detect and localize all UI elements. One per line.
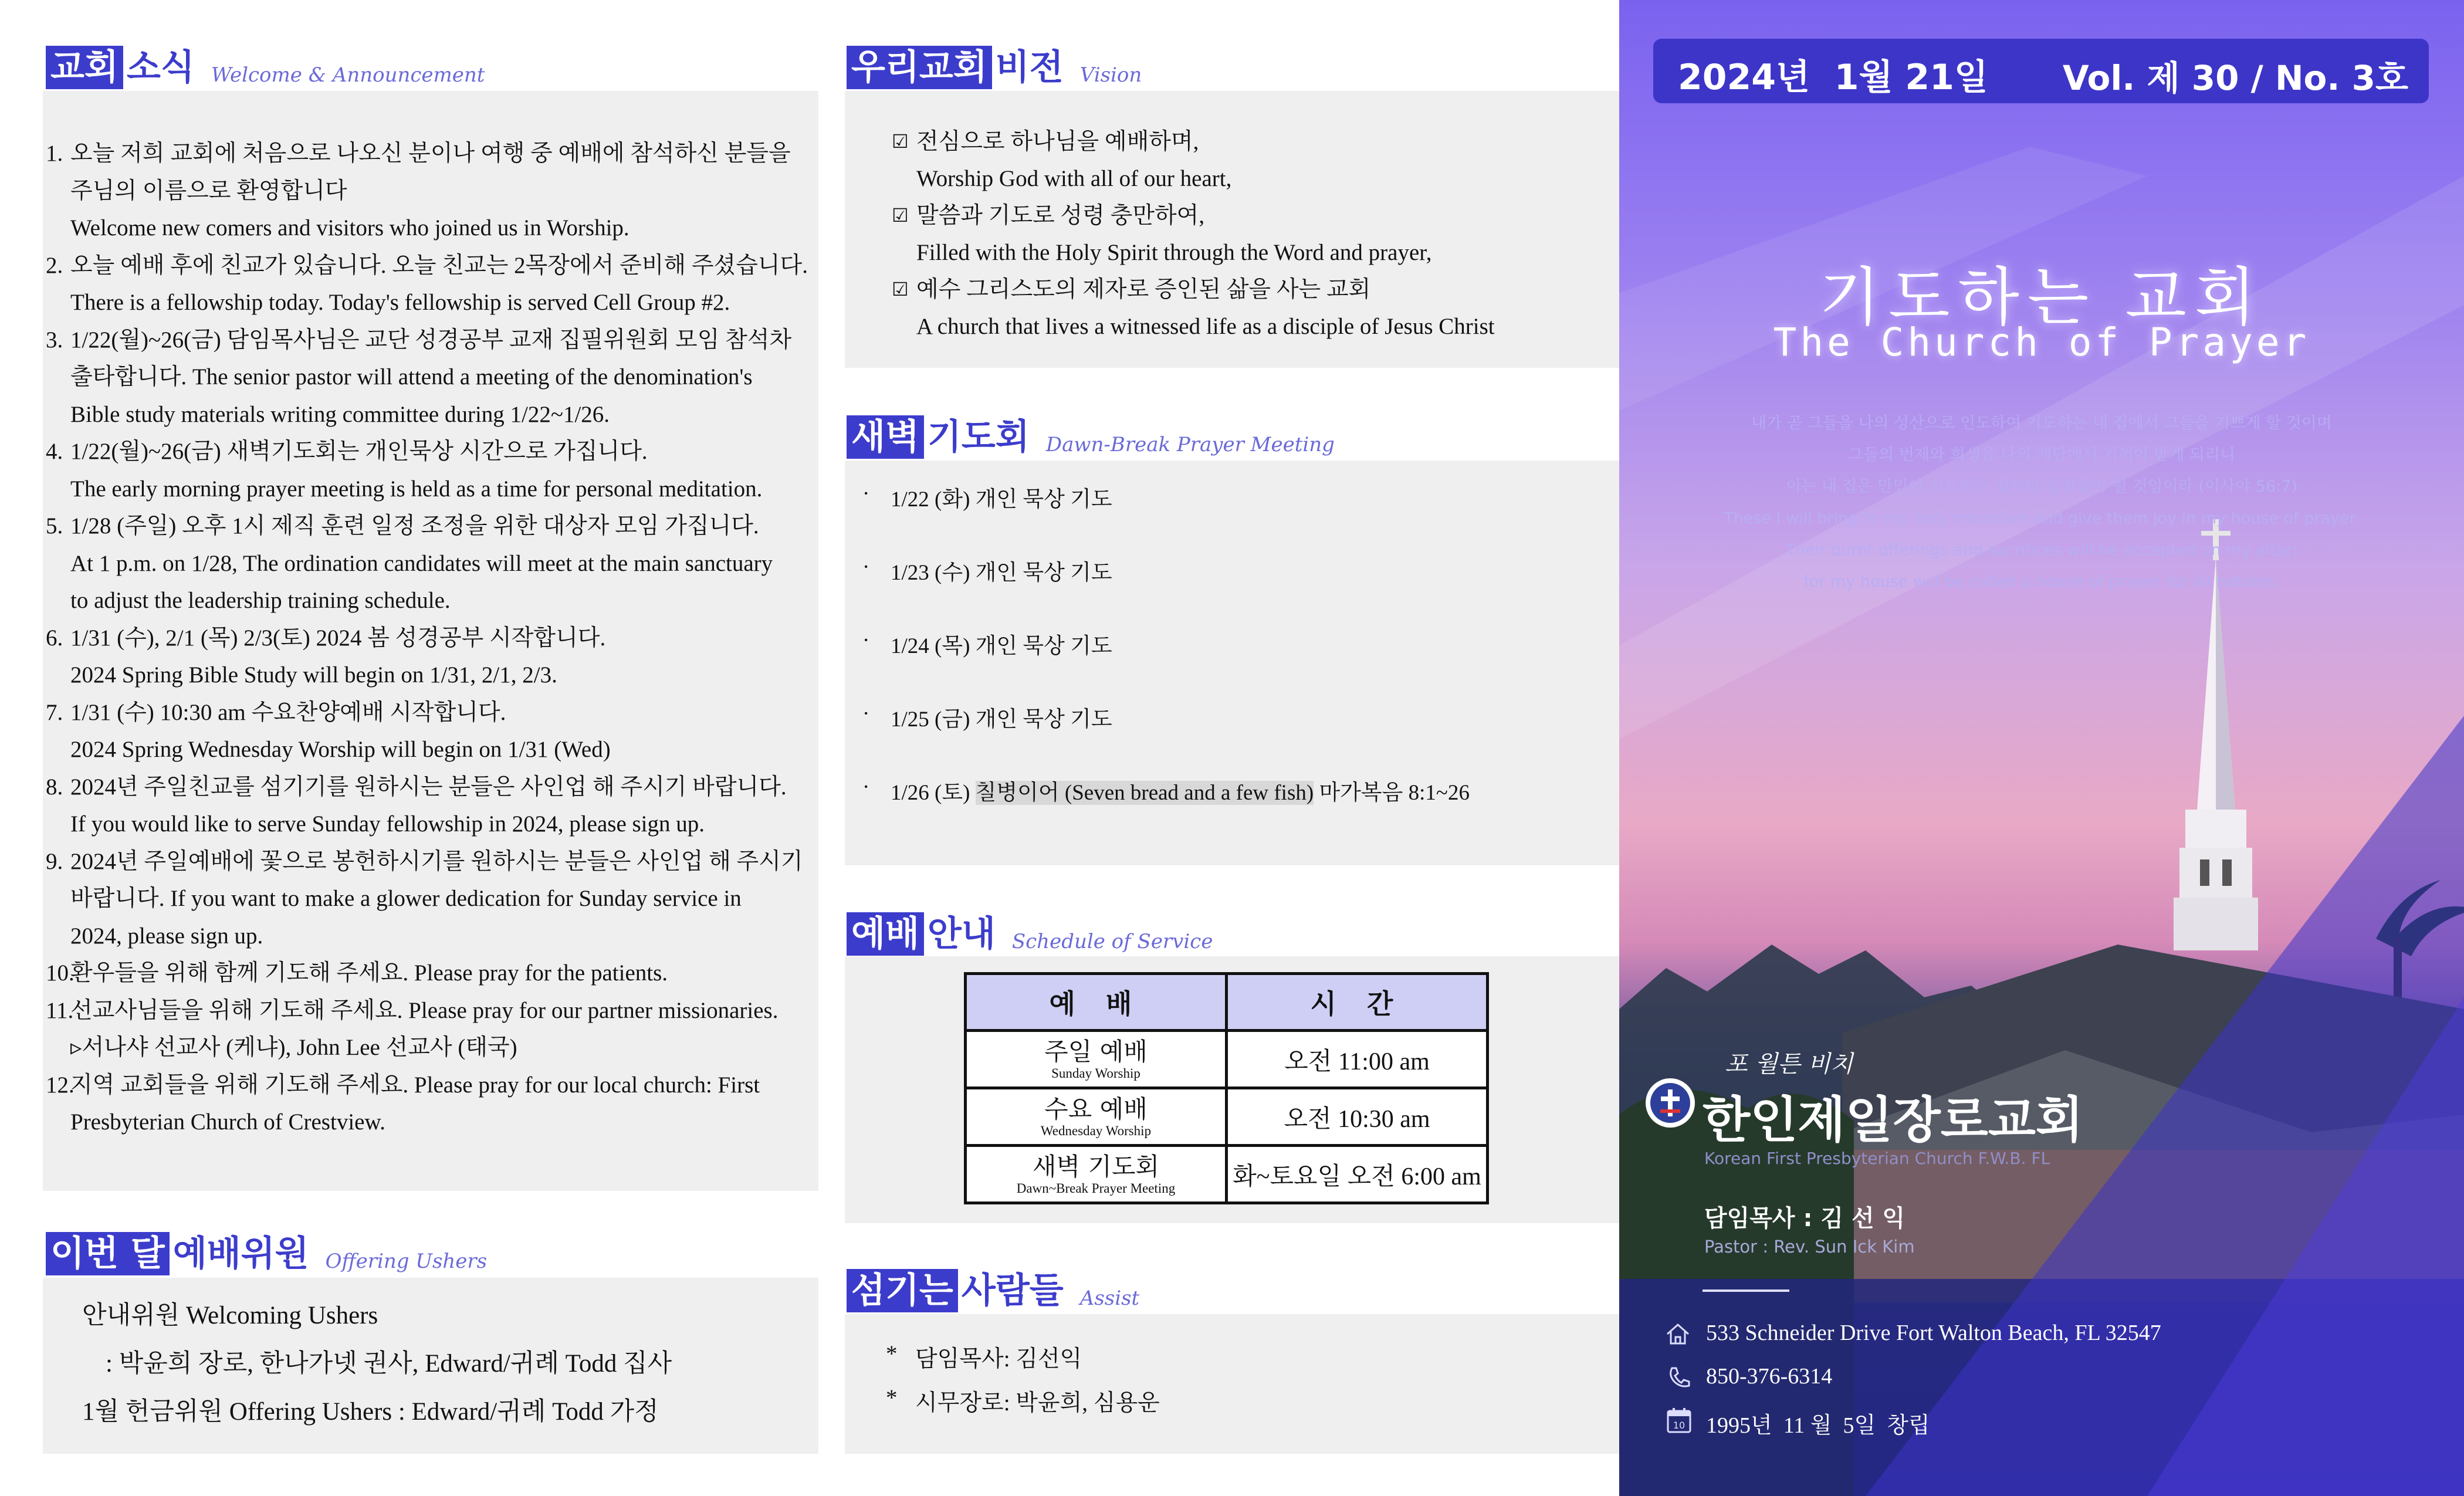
- verse-line: 그들의 번제와 희생을 나의 제단에서 기꺼이 받게 되리니: [1848, 446, 2235, 464]
- announcement-item: [46, 135, 820, 247]
- heading-text: 사람들: [961, 1270, 1064, 1311]
- vision-text-ko: 전심으로 하나님을 예배하며,: [916, 129, 1199, 154]
- church-name-en: Korean First Presbyterian Church F.W.B. FL: [1704, 1149, 2050, 1168]
- announcement-line: 주님의 이름으로 환영합니다: [70, 178, 347, 204]
- ushers-heading: [46, 1232, 487, 1275]
- schedule-col-header: 예 배: [966, 974, 1227, 1031]
- announcement-line: If you would like to serve Sunday fellowship in 2024, please sign up.: [70, 811, 705, 837]
- cover-date: 2024년 1월 21일: [1678, 57, 1988, 98]
- announcement-item: [46, 843, 820, 955]
- table-row: [966, 1146, 1488, 1203]
- vision-text-ko: 예수 그리스도의 제자로 증인된 삶을 사는 교회: [916, 277, 1371, 302]
- pastor-ko: 담임목사 : 김 선 익: [1704, 1205, 1905, 1232]
- announcement-line: 출타합니다. The senior pastor will attend a meeting of the denomination's: [70, 364, 753, 390]
- service-time: 오전 10:30 am: [1284, 1105, 1430, 1133]
- asterisk-icon: *: [886, 1341, 898, 1366]
- announcement-number: 4.: [46, 439, 63, 464]
- announcement-line: 오늘 예배 후에 친교가 있습니다. 오늘 친교는 2목장에서 준비해 주셨습니다.: [70, 252, 808, 278]
- ushers-list: [82, 1295, 672, 1440]
- announcement-number: 7.: [46, 699, 63, 725]
- list-item: [886, 1385, 1160, 1429]
- announcement-line: At 1 p.m. on 1/28, The ordination candidates will meet at the main sanctuary: [70, 550, 773, 576]
- heading-sub: Offering Ushers: [325, 1250, 488, 1273]
- announcement-line: 1/22(월)~26(금) 담임목사님은 교단 성경공부 교재 집필위원회 모임 참석차: [70, 327, 792, 353]
- assist-text: 담임목사: 김선익: [915, 1346, 1082, 1372]
- announcement-line: There is a fellowship today. Today's fellowship is served Cell Group #2.: [70, 290, 730, 315]
- announcement-item: [46, 433, 820, 507]
- table-row: [966, 1088, 1488, 1146]
- dawn-text-post: 마가복음 8:1~26: [1314, 781, 1470, 805]
- pastor-en: Pastor : Rev. Sun Ick Kim: [1704, 1237, 1915, 1257]
- announcement-item: [46, 769, 820, 843]
- list-item: [862, 628, 1470, 701]
- cover-background-art: [1619, 0, 2464, 1496]
- list-item: [862, 774, 1470, 848]
- heading-box: 이번 달: [46, 1232, 170, 1275]
- announcement-line: 1/31 (수), 2/1 (목) 2/3(토) 2024 봄 성경공부 시작합니다.: [70, 625, 606, 651]
- dawn-text-hl: 칠병이어 (Seven bread and a few fish): [975, 781, 1314, 805]
- service-name: 수요 예배: [1044, 1094, 1148, 1123]
- announcement-line: ▹서나샤 선교사 (케냐), John Lee 선교사 (태국): [70, 1035, 517, 1060]
- assist-text: 시무장로: 박윤희, 심용운: [915, 1390, 1160, 1416]
- vision-list: [892, 123, 1495, 345]
- cover-title-ko: 기도하는 교회: [1819, 261, 2265, 334]
- schedule-table: [964, 972, 1489, 1204]
- service-name-en: Wednesday Worship: [1040, 1123, 1152, 1138]
- announcement-item: [46, 507, 820, 620]
- schedule-heading: [847, 912, 1213, 956]
- ushers-line: 안내위원 Welcoming Ushers: [82, 1302, 378, 1329]
- announcement-line: 2024, please sign up.: [70, 923, 263, 949]
- service-name: 주일 예배: [1044, 1037, 1148, 1066]
- announcement-line: 2024 Spring Wednesday Worship will begin on 1/31 (Wed): [70, 737, 611, 762]
- announcement-number: 3.: [46, 327, 63, 353]
- heading-sub: Schedule of Service: [1011, 930, 1213, 953]
- bullet-icon: ·: [862, 775, 870, 799]
- announcement-line: Bible study materials writing committee during 1/22~1/26.: [70, 401, 610, 427]
- verse-line: for my house will be called a house of prayer for all nations.: [1803, 573, 2280, 591]
- asterisk-icon: *: [886, 1385, 898, 1410]
- announcements-list: [46, 135, 820, 1141]
- announcement-line: 1/31 (수) 10:30 am 수요찬양예배 시작합니다.: [70, 699, 506, 725]
- heading-text: 기도회: [927, 417, 1030, 458]
- dawn-text: 1/23 (수) 개인 묵상 기도: [891, 561, 1112, 585]
- announcement-number: 1.: [46, 141, 63, 166]
- assist-list: [886, 1341, 1160, 1429]
- checkbox-icon: ☑: [892, 278, 909, 300]
- announcement-number: 8.: [46, 774, 63, 800]
- heading-box: 교회: [46, 46, 123, 89]
- announcement-item: [46, 1067, 820, 1141]
- heading-sub: Vision: [1079, 63, 1142, 87]
- announcement-line: 바랍니다. If you want to make a glower dedication for Sunday service in: [70, 886, 742, 911]
- announcements-heading: [46, 46, 485, 89]
- announcement-item: [46, 321, 820, 434]
- announcement-number: 5.: [46, 513, 63, 539]
- announcement-line: Welcome new comers and visitors who joined us in Worship.: [70, 215, 629, 241]
- location-script: 포 월튼 비치: [1725, 1051, 1853, 1078]
- cover-volume: Vol. 제 30 / No. 3호: [2062, 58, 2408, 98]
- vision-heading: [847, 46, 1142, 89]
- bullet-icon: ·: [862, 482, 870, 506]
- heading-text: 예배위원: [172, 1233, 309, 1274]
- heading-sub: Welcome & Announcement: [211, 63, 485, 87]
- calendar-day: 10: [1673, 1420, 1685, 1431]
- announcement-line: The early morning prayer meeting is held as a time for personal meditation.: [70, 476, 763, 502]
- cover-verse: [1619, 408, 2464, 598]
- announcement-number: 9.: [46, 848, 63, 874]
- cover-panel: [1619, 0, 2464, 1496]
- church-logo: [1644, 1077, 1697, 1129]
- announcement-number: 10.: [46, 960, 75, 986]
- announcement-line: Presbyterian Church of Crestview.: [70, 1109, 385, 1135]
- verse-line: Their burnt offerings and sacrifices will be accepted on my altar;: [1785, 541, 2298, 559]
- assist-heading: [847, 1269, 1139, 1312]
- home-icon: [1665, 1321, 1691, 1347]
- heading-box: 우리교회: [847, 46, 992, 89]
- heading-sub: Dawn-Break Prayer Meeting: [1045, 433, 1335, 456]
- founded: 1995년 11 월 5일 창립: [1706, 1413, 1930, 1438]
- phone-icon: [1666, 1365, 1692, 1390]
- dawn-list: [862, 481, 1470, 848]
- announcement-item: [46, 992, 820, 1067]
- announcement-line: 1/28 (주일) 오후 1시 제직 훈련 일정 조정을 위한 대상자 모임 가집니다.: [70, 513, 759, 539]
- service-name: 새벽 기도회: [1032, 1152, 1160, 1181]
- verse-line: These I will bring to my holy mountain and give them joy in my house of prayer.: [1724, 509, 2360, 527]
- announcement-number: 12.: [46, 1072, 75, 1098]
- heading-box: 새벽: [847, 415, 924, 459]
- announcement-item: [46, 955, 820, 992]
- vision-item: [892, 123, 1495, 160]
- ushers-line: 1월 헌금위원 Offering Ushers : Edward/귀례 Todd 가정: [82, 1398, 659, 1426]
- vision-item: [892, 271, 1495, 308]
- phone: 850-376-6314: [1706, 1364, 1833, 1389]
- vision-text-ko: 말씀과 기도로 성령 충만하여,: [916, 203, 1205, 228]
- announcement-line: 2024년 주일친교를 섬기기를 원하시는 분들은 사인업 해 주시기 바랍니다.: [70, 774, 787, 800]
- dawn-text: 1/24 (목) 개인 묵상 기도: [891, 634, 1112, 658]
- announcement-line: to adjust the leadership training schedule.: [70, 588, 451, 613]
- vision-text-en: Filled with the Holy Spirit through the Word and prayer,: [916, 240, 1432, 265]
- dawn-text: 1/25 (금) 개인 묵상 기도: [891, 708, 1112, 732]
- heading-box: 섬기는: [847, 1269, 958, 1312]
- announcement-line: 오늘 저희 교회에 처음으로 나오신 분이나 여행 중 예배에 참석하신 분들을: [70, 141, 791, 166]
- vision-item: [892, 197, 1495, 234]
- announcement-line: 2024년 주일예배에 꽃으로 봉헌하시기를 원하시는 분들은 사인업 해 주시기: [70, 848, 803, 874]
- table-row: [966, 1031, 1488, 1088]
- address: 533 Schneider Drive Fort Walton Beach, FL 32547: [1706, 1321, 2161, 1345]
- announcement-line: 1/22(월)~26(금) 새벽기도회는 개인묵상 시간으로 가집니다.: [70, 439, 648, 464]
- calendar-icon: [1666, 1406, 1692, 1434]
- service-name-en: Dawn~Break Prayer Meeting: [1016, 1180, 1176, 1196]
- heading-sub: Assist: [1079, 1287, 1140, 1310]
- announcement-line: 지역 교회들을 위해 기도해 주세요. Please pray for our local church: First: [70, 1072, 760, 1098]
- verse-line: 이는 내 집은 만민이 기도하는 집이라 일컬음이 될 것임이라 (이사야 56:7): [1786, 478, 2297, 496]
- dawn-text: 1/22 (화) 개인 묵상 기도: [891, 488, 1112, 512]
- cover-title-en: The Church of Prayer: [1773, 320, 2310, 365]
- dawn-text-pre: 1/26 (토): [891, 781, 976, 805]
- service-time: 오전 11:00 am: [1284, 1048, 1430, 1075]
- list-item: [862, 481, 1470, 554]
- service-time: 화~토요일 오전 6:00 am: [1233, 1163, 1481, 1190]
- announcement-number: 2.: [46, 252, 63, 278]
- announcement-item: [46, 247, 820, 321]
- checkbox-icon: ☑: [892, 204, 909, 226]
- vision-text-en: Worship God with all of our heart,: [916, 166, 1232, 191]
- heading-text: 안내: [927, 913, 996, 955]
- announcement-line: 선교사님들을 위해 기도해 주세요. Please pray for our partner missionaries.: [70, 997, 779, 1023]
- ushers-line: : 박윤희 장로, 한나가넷 권사, Edward/귀례 Todd 집사: [106, 1350, 672, 1377]
- list-item: [862, 701, 1470, 774]
- announcement-number: 11.: [46, 997, 74, 1023]
- verse-line: 내가 곧 그들을 나의 성산으로 인도하여 기도하는 내 집에서 그들을 기쁘게 할 것이며: [1751, 414, 2332, 432]
- bullet-icon: ·: [862, 628, 870, 652]
- checkbox-icon: ☑: [892, 130, 909, 153]
- announcement-line: 환우들을 위해 함께 기도해 주세요. Please pray for the patients.: [70, 960, 668, 986]
- heading-text: 비전: [995, 47, 1064, 88]
- list-item: [862, 554, 1470, 628]
- dawn-heading: [847, 415, 1335, 459]
- list-item: [886, 1341, 1160, 1385]
- schedule-col-header: 시 간: [1227, 974, 1488, 1031]
- announcement-item: [46, 694, 820, 769]
- heading-text: 소식: [126, 47, 195, 88]
- vision-text-en: A church that lives a witnessed life as a disciple of Jesus Christ: [916, 314, 1495, 339]
- announcement-line: 2024 Spring Bible Study will begin on 1/31, 2/1, 2/3.: [70, 662, 557, 688]
- announcement-item: [46, 620, 820, 694]
- heading-box: 예배: [847, 912, 924, 956]
- bullet-icon: ·: [862, 555, 870, 579]
- church-name: 한인제일장로교회: [1703, 1091, 2084, 1149]
- bullet-icon: ·: [862, 702, 870, 726]
- service-name-en: Sunday Worship: [1051, 1065, 1140, 1081]
- announcement-number: 6.: [46, 625, 63, 651]
